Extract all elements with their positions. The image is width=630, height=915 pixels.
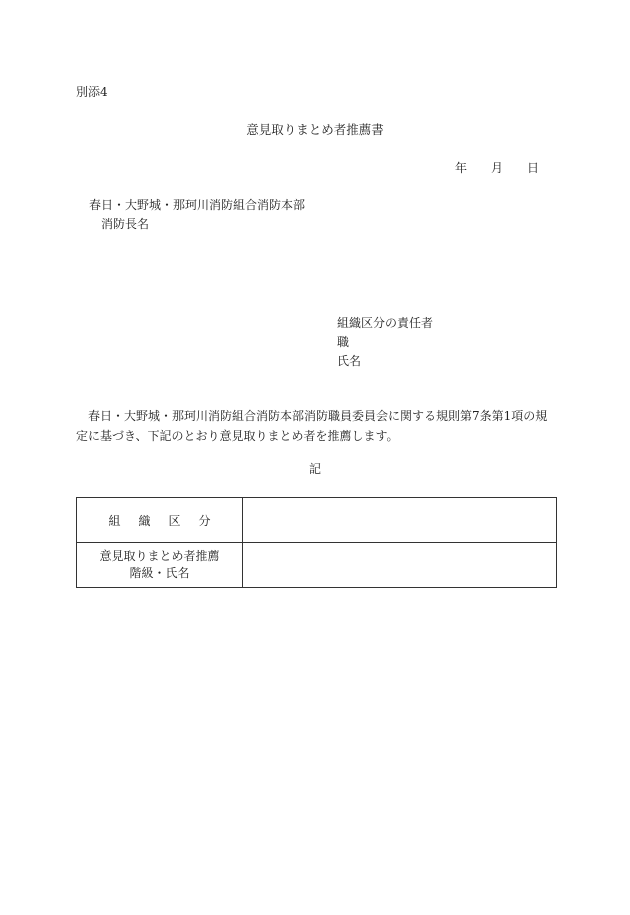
date-month-label: 月 xyxy=(491,161,504,175)
annex-label: 別添4 xyxy=(76,85,108,99)
date-line xyxy=(455,162,539,174)
recommendee-value[interactable] xyxy=(243,543,557,588)
sender-name-label: 氏名 xyxy=(337,354,362,368)
body-paragraph: 春日・大野城・那珂川消防組合消防本部消防職員委員会に関する規則第7条第1項の規定に基づき、下記のとおり意見取りまとめ者を推薦します。 xyxy=(76,409,548,443)
sender-position-label: 職 xyxy=(337,335,350,349)
sender-role: 組織区分の責任者 xyxy=(337,316,434,330)
table-row xyxy=(77,498,557,543)
organization-category-value[interactable] xyxy=(243,498,557,543)
recommendee-label: 意見取りまとめ者推薦 階級・氏名 xyxy=(77,543,243,588)
table-row xyxy=(77,543,557,588)
sender-block xyxy=(337,314,433,371)
addressee-organization: 春日・大野城・那珂川消防組合消防本部 xyxy=(89,198,306,212)
organization-category-label: 組 織 区 分 xyxy=(77,498,243,543)
date-day-label: 日 xyxy=(527,161,540,175)
document-title: 意見取りまとめ者推薦書 xyxy=(246,122,384,137)
ki-mark: 記 xyxy=(308,462,321,476)
addressee-title: 消防長名 xyxy=(101,217,150,231)
recommendation-table xyxy=(76,497,557,588)
date-year-label: 年 xyxy=(455,161,468,175)
